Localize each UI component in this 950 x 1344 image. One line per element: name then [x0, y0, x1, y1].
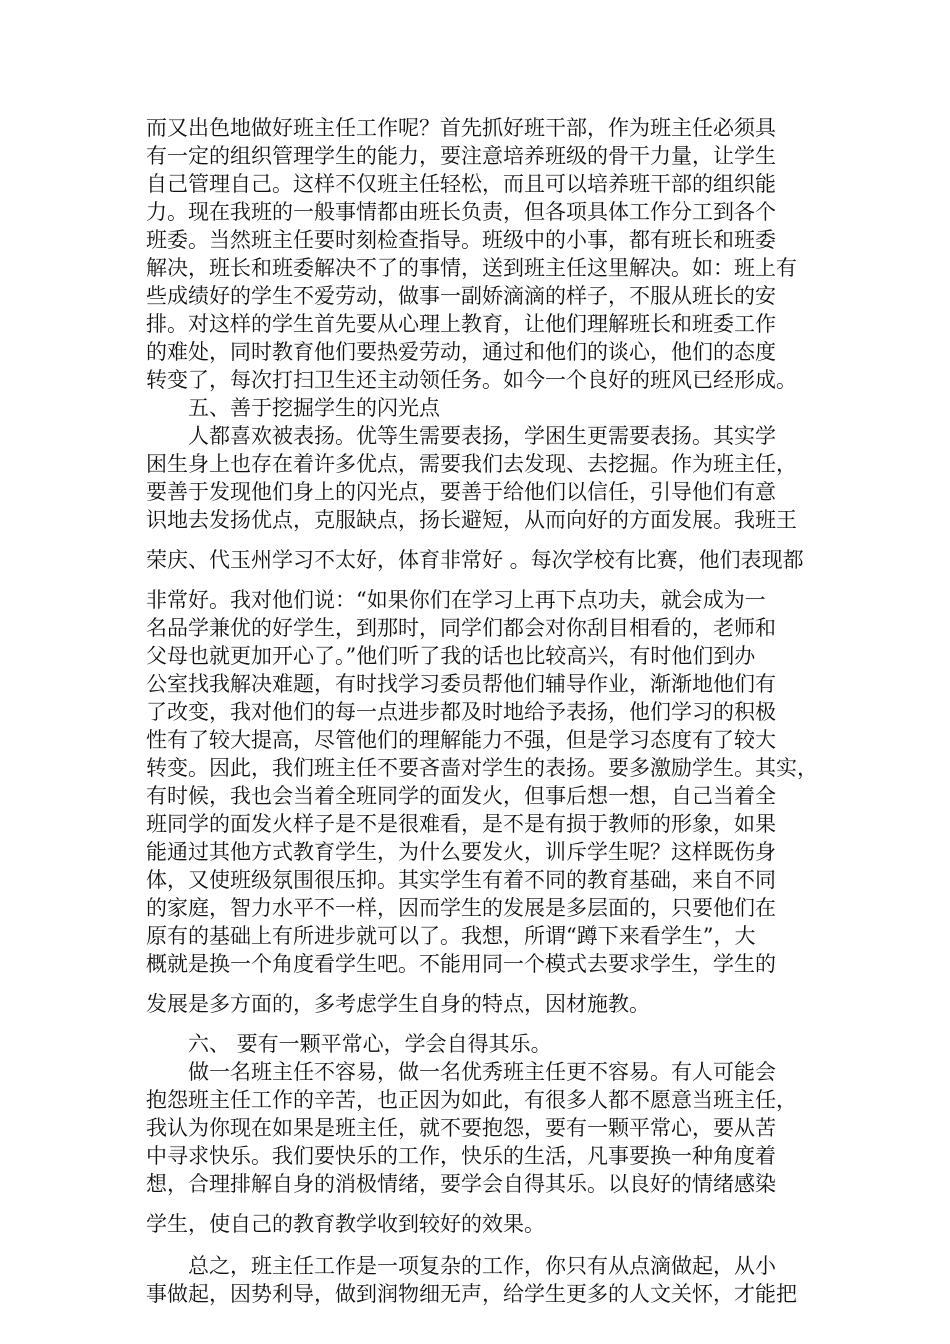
text-line: 班委。当然班主任要时刻检查指导。班级中的小事，都有班长和班委	[146, 228, 776, 252]
text-line: 公室找我解决难题，有时找学习委员帮他们辅导作业，渐渐地他们有	[146, 672, 776, 696]
text-line: 解决，班长和班委解决不了的事情，送到班主任这里解决。如：班上有	[146, 256, 797, 280]
text-line: 学生，使自己的教育教学收到较好的效果。	[146, 1212, 545, 1236]
text-line: 发展是多方面的，多考虑学生自身的特点，因材施教。	[146, 992, 650, 1016]
section-heading: 六、 要有一颗平常心，学会自得其乐。	[188, 1032, 552, 1056]
document-body	[146, 114, 818, 1308]
text-line: 排。对这样的学生首先要从心理上教育，让他们理解班长和班委工作	[146, 312, 776, 336]
text-line: 有一定的组织管理学生的能力，要注意培养班级的骨干力量，让学生	[146, 144, 776, 168]
text-line: 人都喜欢被表扬。优等生需要表扬，学困生更需要表扬。其实学	[188, 424, 776, 448]
text-line: 荣庆、代玉州学习不太好，体育非常好 。每次学校有比赛，他们表现都	[146, 548, 804, 572]
text-line: 困生身上也存在着许多优点，需要我们去发现、去挖掘。作为班主任，	[146, 452, 797, 476]
text-line: 中寻求快乐。我们要快乐的工作，快乐的生活，凡事要换一种角度着	[146, 1144, 776, 1168]
text-line: 转变了，每次打扫卫生还主动领任务。如今一个良好的班风已经形成。	[146, 368, 797, 392]
text-line: 力。现在我班的一般事情都由班长负责，但各项具体工作分工到各个	[146, 200, 776, 224]
text-line: 班同学的面发火样子是不是很难看，是不是有损于教师的形象，如果	[146, 812, 776, 836]
text-line: 而又出色地做好班主任工作呢？首先抓好班干部，作为班主任必须具	[146, 116, 776, 140]
text-line: 想，合理排解自身的消极情绪，要学会自得其乐。以良好的情绪感染	[146, 1172, 776, 1196]
text-line: 了改变，我对他们的每一点进步都及时地给予表扬，他们学习的积极	[146, 700, 776, 724]
text-line: 我认为你现在如果是班主任，就不要抱怨，要有一颗平常心，要从苦	[146, 1116, 776, 1140]
text-line: 的家庭，智力水平不一样，因而学生的发展是多层面的，只要他们在	[146, 896, 776, 920]
text-line: 概就是换一个角度看学生吧。不能用同一个模式去要求学生，学生的	[146, 952, 776, 976]
text-line: 的难处，同时教育他们要热爱劳动，通过和他们的谈心，他们的态度	[146, 340, 776, 364]
text-line: 事做起，因势利导，做到润物细无声，给学生更多的人文关怀，才能把	[146, 1282, 797, 1306]
text-line: 名品学兼优的好学生，到那时，同学们都会对你刮目相看的，老师和	[146, 616, 776, 640]
text-line: 原有的基础上有所进步就可以了。我想，所谓“蹲下来看学生”，大	[146, 924, 756, 948]
text-line: 要善于发现他们身上的闪光点，要善于给他们以信任，引导他们有意	[146, 480, 776, 504]
text-line: 做一名班主任不容易，做一名优秀班主任更不容易。有人可能会	[188, 1060, 776, 1084]
text-line: 抱怨班主任工作的辛苦，也正因为如此，有很多人都不愿意当班主任，	[146, 1088, 797, 1112]
text-line: 有时候，我也会当着全班同学的面发火，但事后想一想，自己当着全	[146, 784, 776, 808]
text-line: 自己管理自己。这样不仅班主任轻松，而且可以培养班干部的组织能	[146, 172, 776, 196]
text-line: 总之，班主任工作是一项复杂的工作，你只有从点滴做起，从小	[188, 1254, 776, 1278]
text-line: 转变。因此，我们班主任不要吝啬对学生的表扬。要多激励学生。其实，	[146, 756, 818, 780]
section-heading: 五、善于挖掘学生的闪光点	[188, 396, 440, 420]
text-line: 父母也就更加开心了。”他们听了我的话也比较高兴，有时他们到办	[146, 644, 756, 668]
text-line: 些成绩好的学生不爱劳动，做事一副娇滴滴的样子，不服从班长的安	[146, 284, 776, 308]
text-line: 体，又使班级氛围很压抑。其实学生有着不同的教育基础，来自不同	[146, 868, 776, 892]
text-line: 性有了较大提高，尽管他们的理解能力不强，但是学习态度有了较大	[146, 728, 776, 752]
text-line: 识地去发扬优点，克服缺点，扬长避短，从而向好的方面发展。我班王	[146, 508, 797, 532]
text-line: 能通过其他方式教育学生，为什么要发火，训斥学生呢？这样既伤身	[146, 840, 776, 864]
text-line: 非常好。我对他们说：“如果你们在学习上再下点功夫，就会成为一	[146, 588, 766, 612]
